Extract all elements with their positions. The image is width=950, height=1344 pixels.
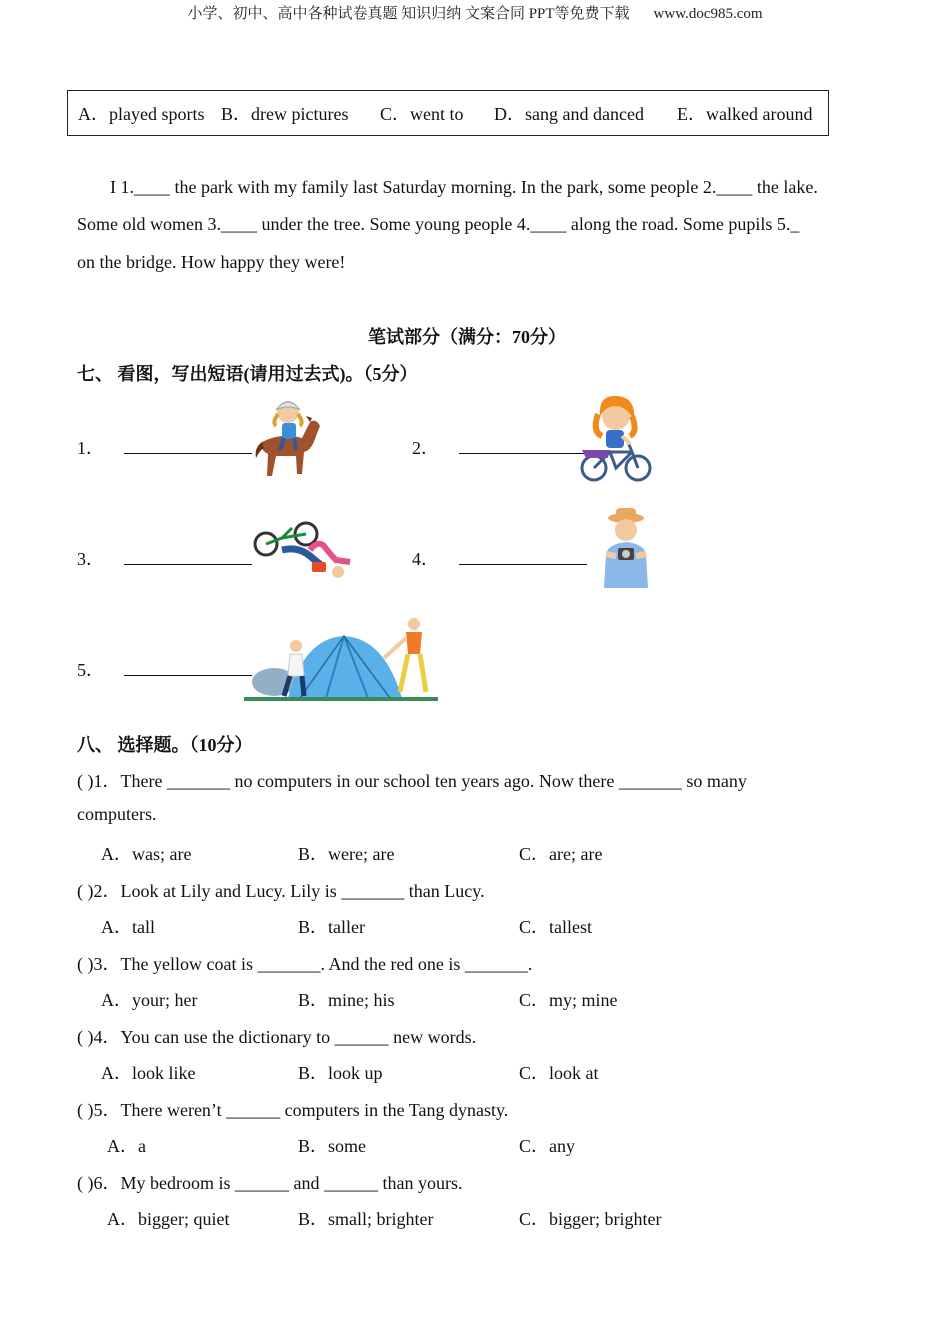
question-6-option-a[interactable]: A．bigger; quiet <box>107 1209 230 1229</box>
question-4-option-c[interactable]: C．look at <box>519 1063 599 1083</box>
page-header <box>0 2 950 23</box>
question-4-option-a[interactable]: A．look like <box>101 1063 196 1083</box>
written-part-title: 笔试部分（满分：70分） <box>368 327 566 347</box>
section-8-title: 八、 选择题。（10分） <box>77 735 253 755</box>
picture-item-4 <box>412 545 587 571</box>
question-1-stem-continued: computers. <box>77 804 157 824</box>
question-6-option-c[interactable]: C．bigger; brighter <box>519 1209 662 1229</box>
riding-horse-illustration <box>252 392 328 484</box>
picture-item-3 <box>77 545 252 571</box>
question-2-stem: ( )2．Look at Lily and Lucy. Lily is _______ than Lucy. <box>77 881 485 901</box>
passage-line-3: on the bridge. How happy they were! <box>77 252 346 272</box>
question-6-option-b[interactable]: B．small; brighter <box>298 1209 434 1229</box>
question-3-option-b[interactable]: B．mine; his <box>298 990 395 1010</box>
question-1-option-b[interactable]: B．were; are <box>298 844 395 864</box>
question-2-option-a[interactable]: A．tall <box>101 917 155 937</box>
word-bank-option: D．sang and danced <box>494 104 644 124</box>
question-3-stem: ( )3．The yellow coat is _______. And the red one is _______. <box>77 954 533 974</box>
camping-tent-illustration <box>244 614 438 702</box>
word-bank-option: C．went to <box>380 104 464 124</box>
picture-item-5 <box>77 656 252 682</box>
item-number: 3． <box>77 549 104 569</box>
question-2-option-b[interactable]: B．taller <box>298 917 365 937</box>
answer-blank[interactable] <box>459 550 587 565</box>
item-number: 4． <box>412 549 439 569</box>
header-title: 小学、初中、高中各种试卷真题 知识归纳 文案合同 PPT等免费下载 <box>187 6 630 22</box>
question-3-option-a[interactable]: A．your; her <box>101 990 198 1010</box>
header-url: www.doc985.com <box>653 6 763 22</box>
question-5-option-c[interactable]: C．any <box>519 1136 575 1156</box>
question-5-option-b[interactable]: B．some <box>298 1136 367 1156</box>
item-number: 5． <box>77 660 104 680</box>
question-1-option-a[interactable]: A．was; are <box>101 844 192 864</box>
word-bank-option: E．walked around <box>677 104 813 124</box>
item-number: 1． <box>77 438 104 458</box>
question-1-stem: ( )1．There _______ no computers in our school ten years ago. Now there _______ so many <box>77 771 747 791</box>
picture-item-2 <box>412 434 587 460</box>
question-2-option-c[interactable]: C．tallest <box>519 917 592 937</box>
word-bank-option: A．played sports <box>78 104 205 124</box>
taking-photos-illustration <box>598 506 654 588</box>
answer-blank[interactable] <box>124 550 252 565</box>
word-bank-option: B．drew pictures <box>221 104 349 124</box>
falling-off-bike-illustration <box>252 520 356 582</box>
question-4-option-b[interactable]: B．look up <box>298 1063 383 1083</box>
answer-blank[interactable] <box>124 661 252 676</box>
answer-blank[interactable] <box>124 439 252 454</box>
passage-line-2: Some old women 3.____ under the tree. Some young people 4.____ along the road. Some pupils 5._ <box>77 214 800 234</box>
picture-item-1 <box>77 434 252 460</box>
question-1-option-c[interactable]: C．are; are <box>519 844 603 864</box>
question-5-stem: ( )5．There weren’t ______ computers in the Tang dynasty. <box>77 1100 509 1120</box>
question-6-stem: ( )6．My bedroom is ______ and ______ than yours. <box>77 1173 463 1193</box>
section-7-title: 七、 看图，写出短语(请用过去式)。（5分） <box>77 364 418 384</box>
question-5-option-a[interactable]: A．a <box>107 1136 146 1156</box>
passage-line-1: I 1.____ the park with my family last Saturday morning. In the park, some people 2.____ the lake. <box>110 177 818 197</box>
question-3-option-c[interactable]: C．my; mine <box>519 990 618 1010</box>
question-4-stem: ( )4．You can use the dictionary to ______ new words. <box>77 1027 477 1047</box>
item-number: 2． <box>412 438 439 458</box>
answer-blank[interactable] <box>459 439 587 454</box>
word-bank-box <box>67 90 829 136</box>
riding-bike-illustration <box>578 392 654 486</box>
